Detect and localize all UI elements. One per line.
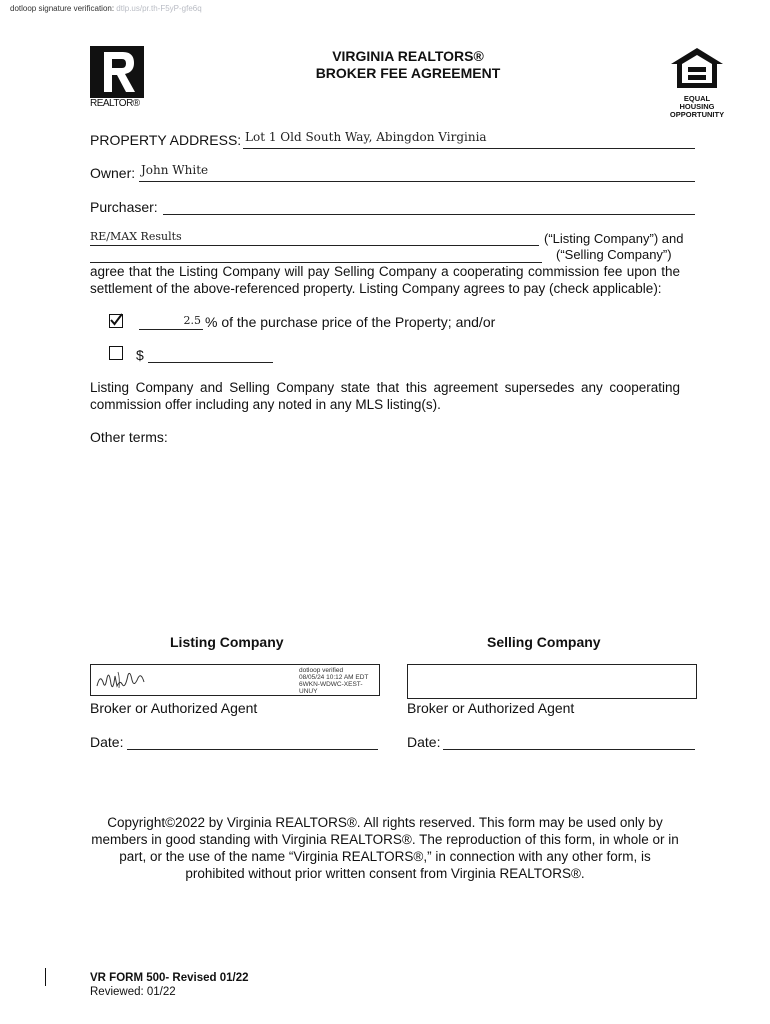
copyright-notice: Copyright©2022 by Virginia REALTORS®. All rights reserved. This form may be used only by members in good standing with Virginia REALTORS®. The reproduction of this form, in whole or in part, or the use of the name “Virginia REALTORS®,” in connection with any other form, is prohibited without prior written consent from Virginia REALTORS®. — [91, 815, 679, 881]
owner-value: John White — [141, 163, 209, 177]
page-title — [0, 48, 770, 82]
signature-verification-bar — [10, 4, 202, 13]
owner-label: Owner: — [90, 165, 136, 181]
form-id: VR FORM 500- Revised 01/22 — [90, 972, 249, 984]
verified-line-3: 6WKN-WDWC-XEST-UNUY — [299, 681, 363, 695]
listing-date-field[interactable] — [127, 732, 378, 750]
dotloop-verified-stamp — [299, 667, 379, 695]
selling-company-field[interactable] — [90, 246, 542, 263]
margin-mark — [45, 968, 46, 986]
other-terms-label: Other terms: — [90, 429, 168, 445]
percent-option-checkbox[interactable] — [109, 314, 123, 328]
listing-signature-box[interactable] — [90, 664, 380, 696]
selling-date-label: Date: — [407, 734, 441, 750]
purchaser-label: Purchaser: — [90, 199, 158, 215]
selling-agent-label: Broker or Authorized Agent — [407, 700, 575, 716]
verification-link[interactable]: dtlp.us/pr.th-F5yP-gfe6q — [116, 4, 202, 13]
listing-company-value: RE/MAX Results — [90, 230, 182, 243]
listing-date-label: Date: — [90, 734, 124, 750]
eho-line-2: OPPORTUNITY — [669, 110, 725, 119]
reviewed-date: Reviewed: 01/22 — [90, 986, 176, 998]
title-line-2: BROKER FEE AGREEMENT — [315, 65, 501, 81]
dollar-option-checkbox[interactable] — [109, 346, 123, 360]
checkmark-icon — [109, 313, 123, 327]
percent-value: 2.5 — [183, 314, 201, 327]
verification-label: dotloop signature verification: — [10, 4, 115, 13]
selling-company-heading: Selling Company — [487, 634, 601, 650]
property-address-value: Lot 1 Old South Way, Abingdon Virginia — [245, 130, 487, 144]
percent-field[interactable] — [139, 313, 203, 330]
listing-company-field[interactable] — [90, 230, 539, 246]
listing-agent-label: Broker or Authorized Agent — [90, 700, 258, 716]
house-icon — [669, 46, 725, 90]
selling-signature-box[interactable] — [407, 664, 697, 699]
dollar-amount-field[interactable] — [148, 345, 273, 363]
listing-company-suffix: (“Listing Company”) and — [544, 231, 684, 246]
selling-company-suffix: (“Selling Company”) — [556, 247, 672, 262]
dollar-sign: $ — [136, 347, 144, 363]
verified-line-1: dotloop verified — [299, 667, 344, 674]
realtor-logo-text: REALTOR® — [90, 98, 140, 109]
handwritten-signature — [94, 666, 154, 696]
property-address-field[interactable] — [243, 130, 695, 149]
owner-field[interactable] — [139, 163, 695, 182]
supersede-text: Listing Company and Selling Company state that this agreement supersedes any cooperating commission offer including any noted in any MLS listing(s). — [90, 380, 680, 412]
property-address-label: PROPERTY ADDRESS: — [90, 132, 242, 148]
percent-option-text: % of the purchase price of the Property; and/or — [205, 314, 496, 330]
agreement-text: agree that the Listing Company will pay Selling Company a cooperating commission fee upon the settlement of the above-referenced property. Listing Company agrees to pay (check applicable): — [90, 264, 680, 296]
equal-housing-opportunity-logo — [669, 46, 725, 119]
selling-date-field[interactable] — [443, 732, 695, 750]
title-line-1: VIRGINIA REALTORS® — [332, 48, 484, 64]
verified-line-2: 08/05/24 10:12 AM EDT — [299, 674, 369, 681]
purchaser-field[interactable] — [163, 197, 695, 215]
listing-company-heading: Listing Company — [170, 634, 284, 650]
eho-line-1: EQUAL HOUSING — [679, 94, 715, 111]
